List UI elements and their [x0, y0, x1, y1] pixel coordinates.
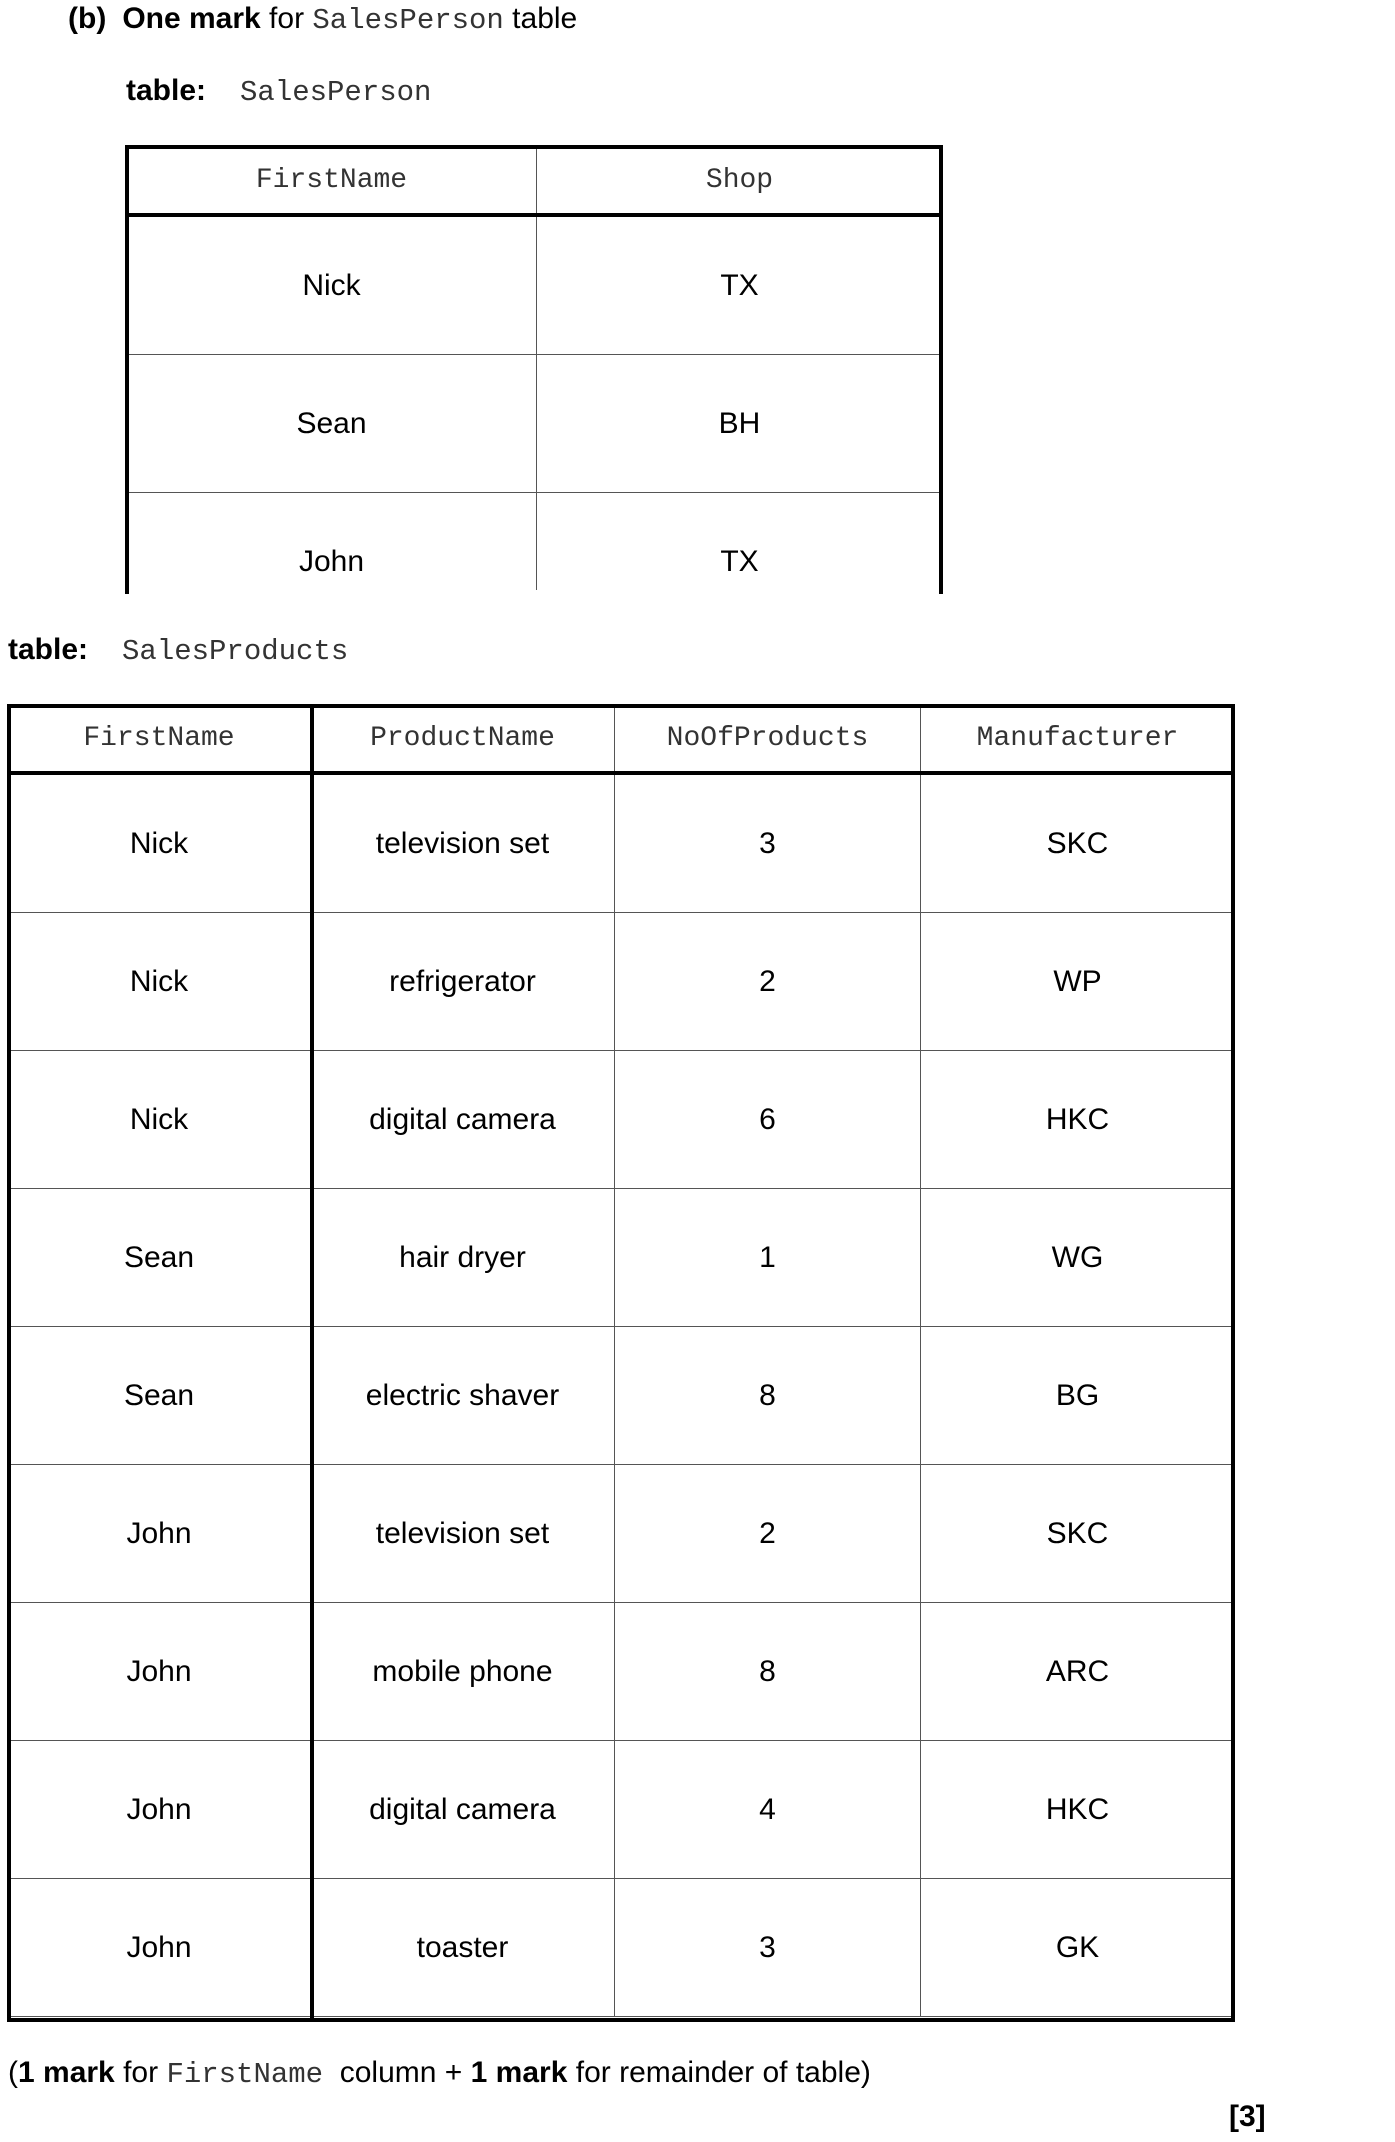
- table-cell: SKC: [921, 1465, 1235, 1603]
- table-cell: 6: [615, 1051, 921, 1189]
- table-row: [8, 913, 1235, 1051]
- table-cell: refrigerator: [311, 913, 615, 1051]
- table-cell: Sean: [8, 1327, 311, 1465]
- table-cell: hair dryer: [311, 1189, 615, 1327]
- table-cell: John: [127, 493, 537, 591]
- firstname-column-divider: [310, 704, 314, 2022]
- table-cell: John: [8, 1879, 311, 2017]
- table-cell: toaster: [311, 1879, 615, 2017]
- table-cell: television set: [311, 773, 615, 913]
- heading-mark-text: One mark: [122, 2, 261, 35]
- table-cell: digital camera: [311, 1741, 615, 1879]
- sales-products-table: [7, 704, 1235, 2017]
- table-cell: 8: [615, 1327, 921, 1465]
- table-cell: 1: [615, 1189, 921, 1327]
- heading-table-word: table: [503, 2, 578, 35]
- table-cell: SKC: [921, 773, 1235, 913]
- table-cell: John: [8, 1603, 311, 1741]
- table-row: [8, 1051, 1235, 1189]
- sales-person-caption: [126, 72, 431, 112]
- table-cell: BH: [537, 355, 943, 493]
- table-cell: Nick: [8, 773, 311, 913]
- table-row: [127, 215, 943, 355]
- table-header-row: [8, 705, 1235, 774]
- marks-total: [3]: [1229, 2100, 1266, 2133]
- table-cell: 2: [615, 1465, 921, 1603]
- footnote-for-text: for: [114, 2056, 167, 2089]
- table-cell: HKC: [921, 1741, 1235, 1879]
- table-cell: TX: [537, 493, 943, 591]
- footnote-column-code: FirstName: [166, 2058, 324, 2091]
- table-cell: digital camera: [311, 1051, 615, 1189]
- column-header: Shop: [537, 147, 943, 216]
- table-header-row: [127, 147, 943, 216]
- heading-table-code: SalesPerson: [312, 4, 504, 37]
- heading-for-text: for: [260, 2, 313, 35]
- table-row: [8, 1741, 1235, 1879]
- table-cell: television set: [311, 1465, 615, 1603]
- column-header: Manufacturer: [921, 705, 1235, 774]
- table-row: [127, 493, 943, 591]
- table-cell: Nick: [8, 913, 311, 1051]
- table-row: [8, 1327, 1235, 1465]
- table-cell: BG: [921, 1327, 1235, 1465]
- table-cell: John: [8, 1465, 311, 1603]
- sales-person-caption-label: table:: [126, 74, 207, 107]
- question-part-label: (b): [68, 2, 107, 35]
- sales-products-caption: [8, 631, 348, 671]
- table-cell: Sean: [8, 1189, 311, 1327]
- table-cell: Sean: [127, 355, 537, 493]
- table-cell: 2: [615, 913, 921, 1051]
- footnote-open-paren: (: [8, 2056, 18, 2089]
- table-cell: GK: [921, 1879, 1235, 2017]
- column-header: ProductName: [311, 705, 615, 774]
- column-header: FirstName: [127, 147, 537, 216]
- footnote-remainder-text: for remainder of table): [567, 2056, 871, 2089]
- table-cell: 3: [615, 773, 921, 913]
- sales-products-caption-label: table:: [8, 633, 89, 666]
- footnote-mark-one: 1 mark: [18, 2056, 115, 2089]
- column-header: NoOfProducts: [615, 705, 921, 774]
- table-cell: WP: [921, 913, 1235, 1051]
- table-row: [8, 773, 1235, 913]
- marking-footnote: [8, 2054, 871, 2094]
- table-cell: WG: [921, 1189, 1235, 1327]
- sales-products-caption-name: SalesProducts: [122, 635, 349, 668]
- table-cell: TX: [537, 215, 943, 355]
- column-header: FirstName: [8, 705, 311, 774]
- table-row: [8, 1879, 1235, 2017]
- table-cell: HKC: [921, 1051, 1235, 1189]
- table-row: [8, 1465, 1235, 1603]
- table-cell: 8: [615, 1603, 921, 1741]
- footnote-column-text: column +: [323, 2056, 471, 2089]
- footnote-mark-two: 1 mark: [470, 2056, 568, 2089]
- table-cell: Nick: [127, 215, 537, 355]
- table-cell: electric shaver: [311, 1327, 615, 1465]
- question-heading: [68, 0, 577, 40]
- table-row: [127, 355, 943, 493]
- table-cell: John: [8, 1741, 311, 1879]
- table-row: [8, 1189, 1235, 1327]
- table-row: [8, 1603, 1235, 1741]
- table-cell: 3: [615, 1879, 921, 2017]
- table-cell: ARC: [921, 1603, 1235, 1741]
- table-cell: Nick: [8, 1051, 311, 1189]
- sales-person-table: [126, 146, 946, 590]
- sales-person-caption-name: SalesPerson: [240, 76, 432, 109]
- table-cell: mobile phone: [311, 1603, 615, 1741]
- table-cell: 4: [615, 1741, 921, 1879]
